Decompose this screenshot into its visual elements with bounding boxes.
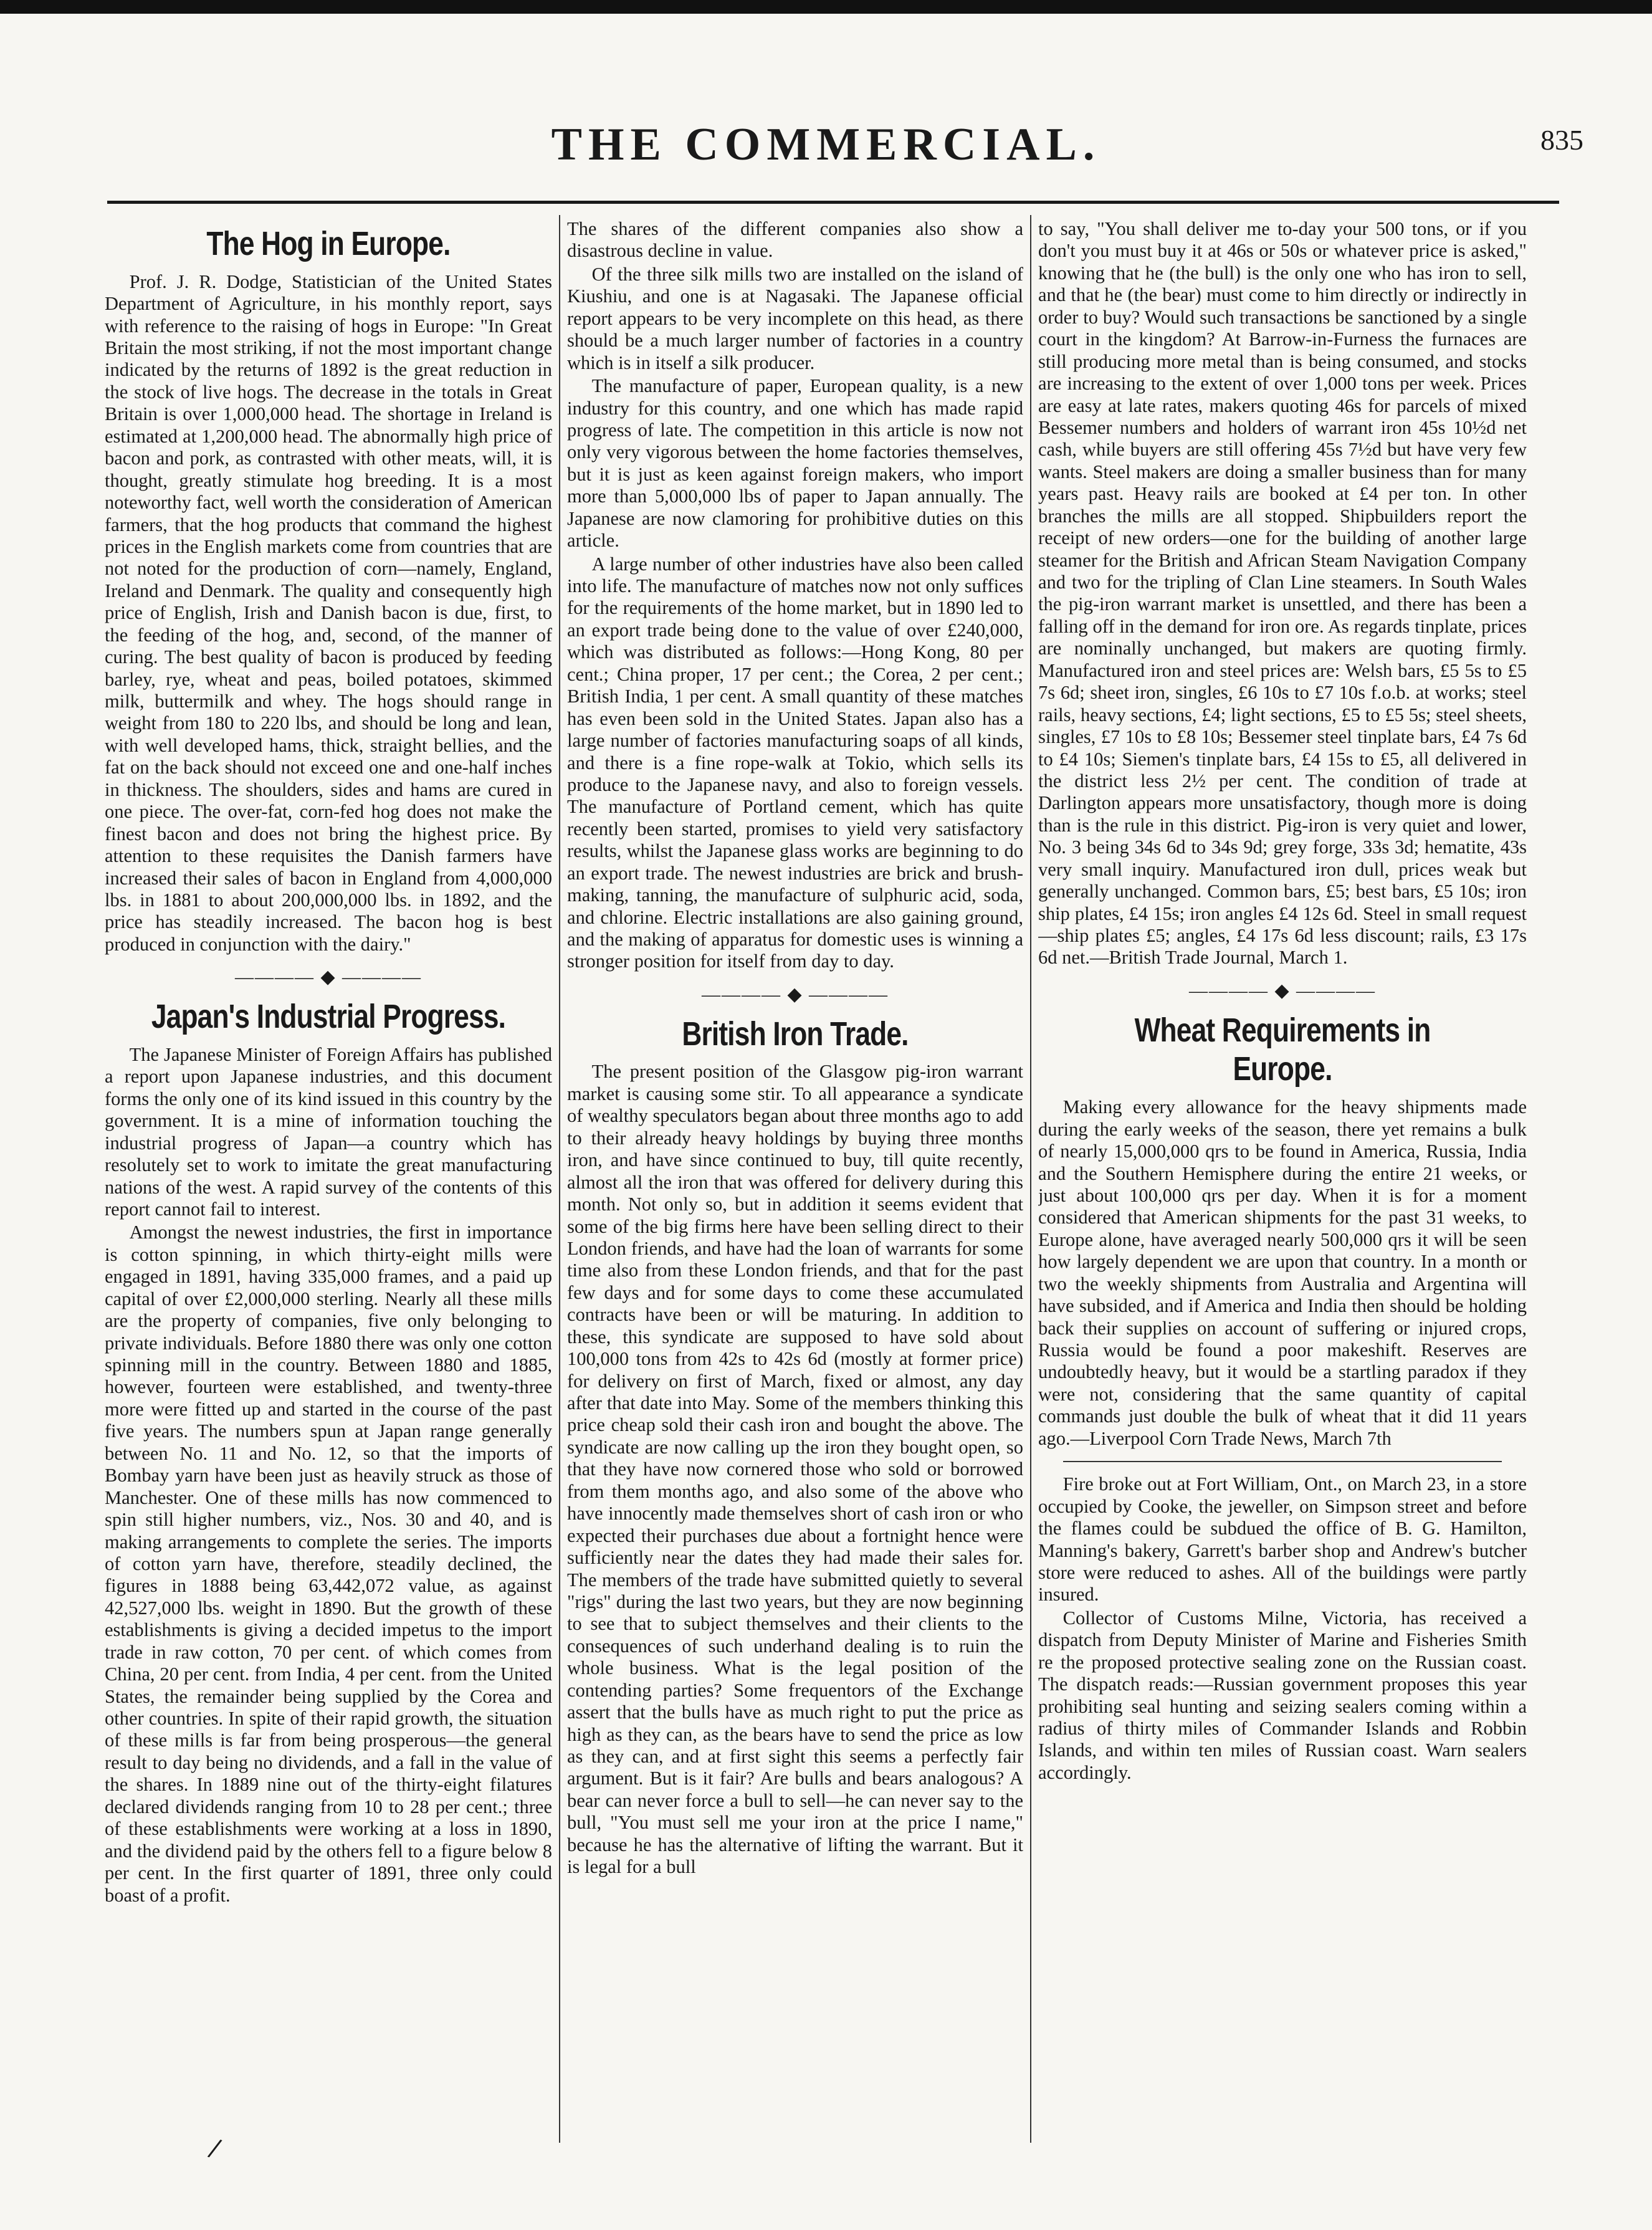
article-paragraph: Amongst the newest industries, the first in importance is cotton spinning, in which thirty-eight mills were engaged in 1891, having 335,000 frames, and a paid up capital of over £2,000,000 sterling. Nearly all these mills are the property of companies, five only belonging to private individuals. Before 1880 there was only one cotton spinning mill in the country. Between 1880 and 1885, however, fourteen were established, and twenty-three more were fitted up and started in the course of the past five years. The numbers spun at Japan range generally between No. 11 and No. 12, so that the imports of Bombay yarn have been just as heavily struck as those of Manchester. One of these mills has now commenced to spin still higher numbers, viz., Nos. 30 and 40, and is making arrangements to complete the series. The imports of cotton yarn have, therefore, steadily declined, the figures in 1888 being 63,442,072 value, as against 42,527,000 lbs. weight in 1890. But the growth of these establishments is giving a decided impetus to the import trade in raw cotton, 70 per cent. of which comes from China, 20 per cent. from India, 4 per cent. from the United States, the remainder being supplied by the Corea and other countries. In spite of their rapid growth, the situation of these mills is far from being prosperous—the general result to day being no dividends, and a fall in the value of the shares. In 1889 nine out of the thirty-eight filatures declared dividends ranging from 10 to 28 per cent.; three of these establishments were working at a loss in 1890, and the dividend paid by the others fell to a figure below 8 per cent. In the first quarter of 1891, three only could boast of a profit. [105,1222,552,1906]
article-paragraph: Of the three silk mills two are installed on the island of Kiushiu, and one is at Nagasaki. The Japanese official report appears to be very incomplete on this head, as there should be a much larger number of factories in a country which is in itself a silk producer. [567,263,1023,373]
article-paragraph: Prof. J. R. Dodge, Statistician of the United States Department of Agriculture, in his monthly report, says with reference to the raising of hogs in Europe: "In Great Britain the most striking, if not the most important change indicated by the returns of 1892 is the great reduction in the stock of live hogs. The decrease in the totals in Great Britain is over 1,000,000 head. The shortage in Ireland is estimated at 1,200,000 head. The abnormally high price of bacon and pork, as contrasted with other meats, will, it is thought, greatly stimulate hog breeding. It is a most noteworthy fact, well worth the consideration of American farmers, that the hog products that command the highest prices in the English markets come from countries that are not noted for the production of corn—namely, England, Ireland and Denmark. The quality and consequently high price of English, Irish and Danish bacon is due, first, to the feeding of the hog, and, second, of the manner of curing. The best quality of bacon is produced by feeding barley, rye, wheat and peas, boiled potatoes, skimmed milk, buttermilk and whey. The hogs should range in weight from 180 to 220 lbs, and should be long and lean, with well developed hams, thick, straight bellies, and the fat on the back should not exceed one and one-half inches in thickness. The shoulders, sides and hams are cured in one piece. The over-fat, corn-fed hog does not make the finest bacon and does not bring the highest price. By attention to these requisites the Danish farmers have increased their sales of bacon in England from 4,000,000 lbs. in 1881 to about 200,000,000 lbs. in 1892, and the price has steadily increased. The bacon hog is best produced in conjunction with the dairy." [105,270,552,955]
column-2 [567,218,1023,2143]
section-ornament [105,967,552,988]
section-divider [1063,1461,1502,1462]
article-title-hog: The Hog in Europe. [206,225,451,262]
top-edge-bar [0,0,1652,14]
article-title-wheat: Wheat Requirements in Europe. [1134,1011,1431,1088]
column-3 [1038,218,1527,2143]
article-paragraph: The present position of the Glasgow pig-iron warrant market is causing some stir. To all appearance a syndicate of wealthy speculators began about three months ago to add to their already heavy holdings by buying three months iron, and have since continued to buy, till quite recently, almost all the iron that was offered for delivery during this month. Not only so, but in addition it seems evident that some of the big firms here have been selling direct to their London friends, and have had the loan of warrants for some time also from these London friends, and that for the past few days and for some days to come these accumulated contracts have been or will be maturing. In addition to these, this syndicate are supposed to have sold about 100,000 tons from 42s to 42s 6d (mostly at former price) for delivery on first of March, fixed or almost, any day after that date into May. Some of the members thinking this price cheap sold their cash iron and bought the above. The syndicate are now calling up the iron they bought open, so that they have now cornered those who sold or borrowed from them months ago, and also some of the above who have innocently made themselves short of cash iron or who expected their purchases due about a fortnight hence were sufficiently near the dates they had made their sales for. The members of the trade have submitted quietly to several "rigs" during the last two years, but they are now beginning to see that to subject themselves and their clients to the consequences of such underhand dealing is to ruin the whole business. What is the legal position of the contending parties? Some frequentors of the Exchange assert that the bulls have as much right to put the price as high as they can, as the bears have to send the price as low as they can, and at first sight this seems a perfectly fair argument. But is it fair? Are bulls and bears analogous? A bear can never force a bull to sell—he can never say to the bull, "You must sell me your iron at the price I name," because he has the alternative of lifting the warrant. But it is legal for a bull [567,1061,1023,1878]
article-paragraph: Fire broke out at Fort William, Ont., on March 23, in a store occupied by Cooke, the jeweller, on Simpson street and before the flames could be subdued the office of B. G. Hamilton, Manning's bakery, Garrett's barber shop and Andrew's butcher store were reduced to ashes. All of the buildings were partly insured. [1038,1473,1527,1606]
header-rule [107,201,1559,204]
article-paragraph: Collector of Customs Milne, Victoria, has received a dispatch from Deputy Minister of Marine and Fisheries Smith re the proposed protective sealing zone on the Russian coast. The dispatch reads:—Russian government proposes this year prohibiting seal hunting and seizing sealers coming within a radius of thirty miles of Commander Islands and Robbin Islands, and within ten miles of Russian coast. Warn sealers accordingly. [1038,1607,1527,1783]
article-paragraph: Making every allowance for the heavy shipments made during the early weeks of the season, there yet remains a bulk of nearly 15,000,000 qrs to be found in America, Russia, India and the Southern Hemisphere during the entire 21 weeks, or just about 100,000 qrs per day. When it is for a moment considered that American shipments for the past 31 weeks, to Europe alone, have averaged nearly 500,000 qrs it will be seen how largely dependent we are upon that country. In a month or two the weekly shipments from Australia and Argentina will have subsided, and if America and India then should be holding back their supplies on account of suffering or injured crops, Russia would be found a poor makeshift. Reserves are undoubtedly heavy, but it would be a startling paradox if they were not, considering that the same quantity of capital commands just double the bulk of wheat that it did 11 years ago.—Liverpool Corn Trade News, March 7th [1038,1096,1527,1449]
masthead: THE COMMERCIAL. [551,119,1101,170]
page-number: 835 [1540,124,1583,156]
section-ornament [567,984,1023,1006]
column-divider [1030,215,1031,2143]
column-1 [105,218,552,2143]
article-paragraph: A large number of other industries have also been called into life. The manufacture of matches now not only suffices for the requirements of the home market, but in 1890 led to an export trade being done to the value of over £240,000, which was distributed as follows:—Hong Kong, 80 per cent.; China proper, 17 per cent.; the Corea, 2 per cent.; British India, 1 per cent. A small quantity of these matches has even been sold in the United States. Japan also has a large number of factories manufacturing soaps of all kinds, and there is a fine rope-walk at Tokio, which sells its produce to the Japanese navy, and also to foreign vessels. The manufacture of Portland cement, which has quite recently been started, promises to yield very satisfactory results, whilst the Japanese glass works are beginning to do an export trade. The newest industries are brick and brush-making, tanning, the manufacture of sulphuric acid, soda, and chlorine. Electric installations are also gaining ground, and the making of apparatus for domestic uses is winning a stronger position for itself from day to day. [567,553,1023,972]
article-paragraph: The manufacture of paper, European quality, is a new industry for this country, and one which has made rapid progress of late. The competition in this article is now not only very vigorous between the home factories themselves, but it is just as keen against foreign makers, who import more than 5,000,000 lbs of paper to Japan annually. The Japanese are now clamoring for prohibitive duties on this article. [567,375,1023,552]
article-paragraph: The Japanese Minister of Foreign Affairs has published a report upon Japanese industries, and this document forms the only one of its kind issued in this country by the government. It is a mine of information touching the industrial progress of Japan—a country which has resolutely set to work to imitate the great manufacturing nations of the west. A rapid survey of the contents of this report cannot fail to interest. [105,1043,552,1220]
article-paragraph: to say, "You shall deliver me to-day your 500 tons, or if you don't you must buy it at 46s or 50s or whatever price is asked," knowing that he (the bull) is the only one who has iron to sell, and that he (the bear) must come to him directly or indirectly in order to buy? Would such transactions be sanctioned by a single court in the kingdom? At Barrow-in-Furness the furnaces are still producing more metal than is being consumed, and stocks are increasing to the extent of over 1,000 tons per week. Prices are easy at late rates, makers quoting 46s for parcels of mixed Bessemer numbers and holders of warrant iron 45s 10½d net cash, while buyers are still offering 45s 7½d but have very few wants. Steel makers are doing a smaller business than for many years past. Heavy rails are booked at £4 per ton. In other branches the mills are all stopped. Shipbuilders report the receipt of new orders—one for the building of another large steamer for the British and African Steam Navigation Company and two for the tripling of Clan Line steamers. In South Wales the pig-iron warrant market is unsettled, and there has been a falling off in the demand for iron ore. As regards tinplate, prices are nominally unchanged, but makers are quoting firmly. Manufactured iron and steel prices are: Welsh bars, £5 5s to £5 7s 6d; sheet iron, singles, £6 10s to £7 10s f.o.b. at works; steel rails, heavy sections, £4; light sections, £5 to £5 5s; steel sheets, singles, £7 10s to £8 10s; Bessemer steel tinplate bars, £4 7s 6d to £4 10s; Siemen's tinplate bars, £4 15s to £5, all delivered in the district less 2½ per cent. The condition of trade at Darlington appears more unsatisfactory, though more is doing than is the rule in this district. Pig-iron is very quiet and lower, No. 3 being 34s 6d to 34s 9d; grey forge, 33s 3d; hematite, 43s very small inquiry. Manufactured iron dull, prices weak but generally unchanged. Common bars, £5; best bars, £5 10s; iron ship plates, £4 15s; iron angles £4 12s 6d. Steel in small request—ship plates £5; angles, £4 17s 6d less discount; rails, £3 17s 6d net.—British Trade Journal, March 1. [1038,218,1527,969]
article-paragraph: The shares of the different companies also show a disastrous decline in value. [567,218,1023,262]
section-ornament [1038,980,1527,1002]
margin-pencil-mark: / [206,2133,224,2163]
article-title-japan: Japan's Industrial Progress. [151,998,506,1036]
article-title-iron: British Iron Trade. [682,1015,909,1053]
column-divider [559,215,560,2143]
